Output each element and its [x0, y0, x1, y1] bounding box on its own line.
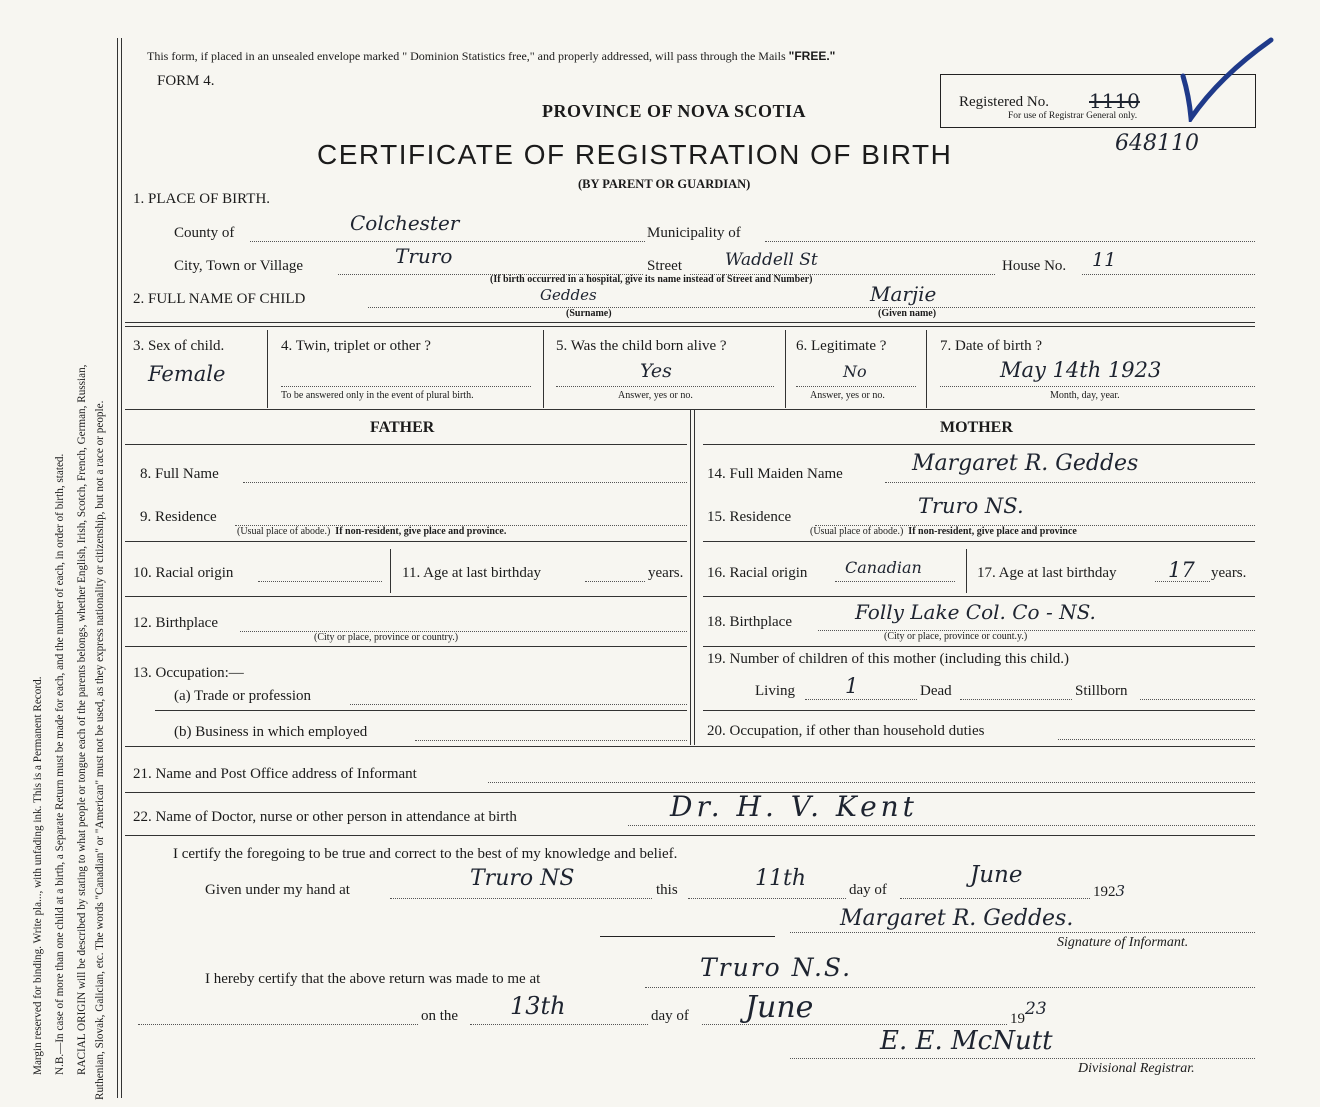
mother-racial-value: Canadian: [845, 558, 922, 577]
mother-name-value: Margaret R. Geddes: [912, 451, 1139, 476]
margin-note-racial-1: RACIAL ORIGIN will be described by stating to what people or tongue each of the parents belongs, whether English, Irish, Scotch, French, German, Russian,: [76, 364, 88, 1075]
place-of-birth-heading: 1. PLACE OF BIRTH.: [133, 191, 271, 207]
twin-label: 4. Twin, triplet or other ?: [281, 338, 431, 354]
mother-residence-caption: (Usual place of abode.) If non-resident, give place and province: [810, 526, 1077, 537]
doctor-value: Dr. H. V. Kent: [670, 790, 918, 823]
given-day-value: 11th: [755, 866, 807, 891]
father-residence-label: 9. Residence: [140, 509, 217, 525]
mother-age-unit: years.: [1211, 565, 1247, 581]
certify-statement: I certify the foregoing to be true and correct to the best of my knowledge and belief.: [173, 846, 678, 862]
registered-new-number: 648110: [1115, 131, 1199, 156]
father-occupation-label: 13. Occupation:—: [133, 665, 244, 681]
surname-caption: (Surname): [566, 308, 612, 319]
legitimate-value: No: [843, 362, 867, 381]
certificate-title: CERTIFICATE OF REGISTRATION OF BIRTH: [317, 139, 953, 170]
mother-birthplace-caption: (City or place, province or count.y.): [884, 631, 1028, 642]
legitimate-caption: Answer, yes or no.: [810, 390, 885, 401]
county-label: County of: [174, 225, 235, 241]
given-year: 1923: [1093, 882, 1126, 900]
street-label: Street: [647, 258, 682, 274]
mother-age-label: 17. Age at last birthday: [977, 565, 1117, 581]
registrar-day-of-label: day of: [651, 1008, 689, 1024]
registered-old-number: 1110: [1089, 89, 1140, 113]
mother-age-value: 17: [1168, 558, 1195, 582]
margin-note-binding: Margin reserved for binding. Write pla..., with unfading ink. This is a Permanent Record.: [32, 676, 44, 1075]
child-given-value: Marjie: [870, 282, 937, 306]
given-under-label: Given under my hand at: [205, 882, 350, 898]
mother-birthplace-value: Folly Lake Col. Co - NS.: [855, 600, 1096, 624]
mother-heading: MOTHER: [940, 419, 1013, 436]
city-value: Truro: [395, 244, 453, 268]
mother-residence-value: Truro NS.: [918, 494, 1024, 518]
informant-signature-caption: Signature of Informant.: [1057, 935, 1189, 950]
father-age-label: 11. Age at last birthday: [402, 565, 541, 581]
street-value: Waddell St: [725, 250, 818, 270]
city-label: City, Town or Village: [174, 258, 304, 274]
date-of-birth-value: May 14th 1923: [1000, 358, 1162, 382]
twin-note: To be answered only in the event of plural birth.: [281, 390, 474, 401]
doctor-label: 22. Name of Doctor, nurse or other person in attendance at birth: [133, 809, 517, 825]
given-place-value: Truro NS: [470, 866, 575, 891]
county-value: Colchester: [350, 211, 460, 235]
living-value: 1: [845, 674, 859, 698]
mother-residence-label: 15. Residence: [707, 509, 792, 525]
child-surname-value: Geddes: [540, 286, 597, 304]
father-business-label: (b) Business in which employed: [174, 724, 368, 740]
margin-note-nb: N.B.—In case of more than one child at a birth, a Separate Return must be made for each, and the number of each, in order of birth, stated.: [54, 453, 66, 1075]
date-of-birth-label: 7. Date of birth ?: [940, 338, 1043, 354]
house-number-value: 11: [1092, 249, 1117, 271]
form-number: FORM 4.: [157, 73, 215, 89]
registrar-day-value: 13th: [510, 992, 566, 1020]
province-heading: PROVINCE OF NOVA SCOTIA: [542, 101, 807, 121]
child-name-label: 2. FULL NAME OF CHILD: [133, 291, 306, 307]
father-heading: FATHER: [370, 419, 435, 436]
father-age-unit: years.: [648, 565, 684, 581]
binding-margin-line: [117, 38, 118, 1098]
dead-label: Dead: [920, 683, 952, 699]
informant-signature: Margaret R. Geddes.: [840, 906, 1074, 931]
registrar-month-value: June: [745, 990, 814, 1025]
father-residence-caption: (Usual place of abode.) If non-resident, give place and province.: [237, 526, 507, 537]
free-label: "FREE.": [788, 49, 836, 63]
registrar-only-note: For use of Registrar General only.: [1008, 111, 1138, 121]
this-label: this: [656, 882, 678, 898]
father-racial-label: 10. Racial origin: [133, 565, 234, 581]
mother-children-label: 19. Number of children of this mother (including this child.): [707, 651, 1070, 667]
legitimate-label: 6. Legitimate ?: [796, 338, 887, 354]
registrar-statement: I hereby certify that the above return was made to me at: [205, 971, 541, 987]
mother-birthplace-label: 18. Birthplace: [707, 614, 792, 630]
born-alive-caption: Answer, yes or no.: [618, 390, 693, 401]
registrar-year: 1923: [1010, 999, 1047, 1027]
sex-value: Female: [148, 362, 226, 386]
mother-racial-label: 16. Racial origin: [707, 565, 808, 581]
hospital-note: (If birth occurred in a hospital, give its name instead of Street and Number): [490, 274, 813, 285]
registrar-place-value: Truro N.S.: [700, 953, 853, 982]
mother-name-label: 14. Full Maiden Name: [707, 466, 843, 482]
registered-label: Registered No.: [959, 94, 1049, 110]
date-of-birth-caption: Month, day, year.: [1050, 390, 1120, 401]
municipality-label: Municipality of: [647, 225, 741, 241]
father-birthplace-caption: (City or place, province or country.): [314, 632, 459, 643]
father-name-label: 8. Full Name: [140, 466, 219, 482]
given-caption: (Given name): [878, 308, 937, 319]
informant-label: 21. Name and Post Office address of Informant: [133, 766, 417, 782]
certificate-subtitle: (BY PARENT OR GUARDIAN): [578, 177, 751, 191]
father-birthplace-label: 12. Birthplace: [133, 615, 218, 631]
check-mark-icon: [1175, 36, 1275, 122]
father-trade-label: (a) Trade or profession: [174, 688, 312, 704]
on-the-label: on the: [421, 1008, 459, 1024]
registrar-caption: Divisional Registrar.: [1078, 1061, 1195, 1076]
day-of-label: day of: [849, 882, 887, 898]
house-number-label: House No.: [1002, 258, 1067, 274]
given-month-value: June: [970, 862, 1023, 888]
born-alive-value: Yes: [640, 360, 672, 382]
born-alive-label: 5. Was the child born alive ?: [556, 338, 727, 354]
living-label: Living: [755, 683, 795, 699]
margin-note-racial-2: Ruthenian, Slovak, Galician, etc. The words "Canadian" or "American" must not be used, as they express nationality or citizenship, but not a race or people.: [94, 400, 106, 1100]
stillborn-label: Stillborn: [1075, 683, 1128, 699]
sex-label: 3. Sex of child.: [133, 338, 225, 354]
mail-note: This form, if placed in an unsealed envelope marked " Dominion Statistics free," and properly addressed, will pass through the Mails "FREE.": [147, 49, 836, 63]
mother-occupation-label: 20. Occupation, if other than household duties: [707, 723, 985, 739]
registrar-signature: E. E. McNutt: [880, 1026, 1053, 1056]
